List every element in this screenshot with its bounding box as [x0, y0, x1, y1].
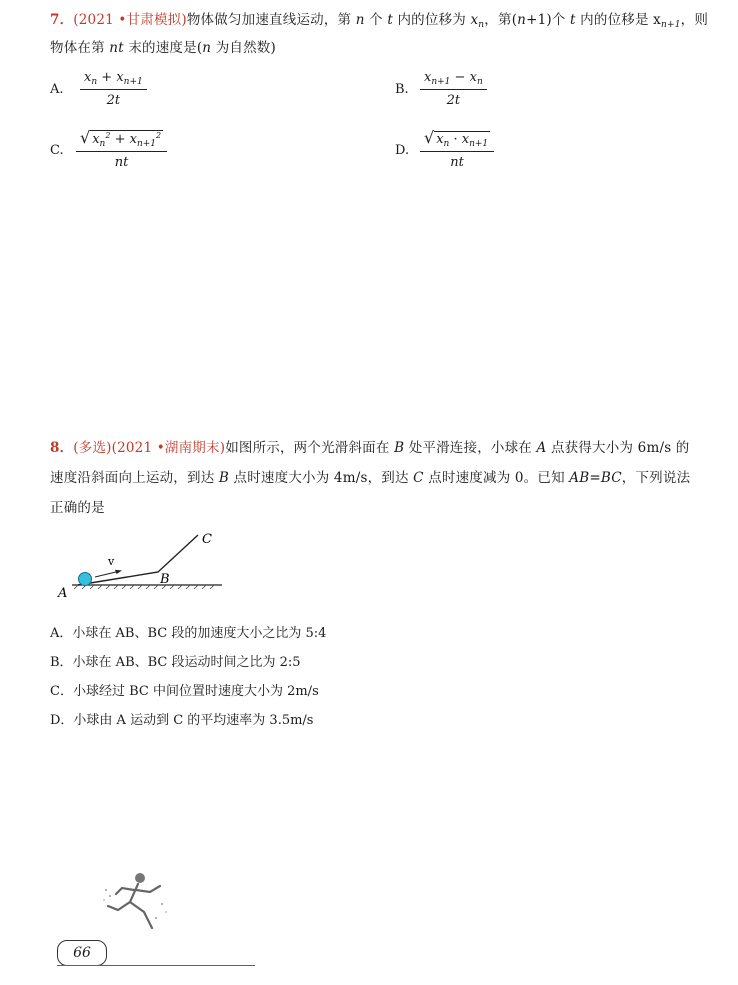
var-t: t: [387, 12, 393, 28]
var-c: C: [413, 470, 424, 486]
question-7-line-2: [50, 33, 276, 63]
footer-rule: [57, 965, 255, 966]
runner-icon: [100, 868, 175, 938]
var-sub: n+1: [136, 139, 157, 149]
page-number: 66: [57, 940, 107, 966]
var-nt: nt: [109, 40, 124, 56]
q8-text: 处平滑连接，小球在: [404, 440, 537, 456]
q8-text: ，下列说法: [621, 470, 691, 486]
question-8-line-3: 正确的是: [50, 500, 105, 516]
question-8-number: 8．: [50, 440, 74, 456]
option-c-label[interactable]: C.: [50, 143, 64, 158]
var-x: x: [92, 132, 100, 147]
question-8-source: (多选)(2021 •湖南期末): [73, 440, 226, 456]
var-x: x: [470, 12, 479, 28]
var-n: n: [355, 12, 365, 28]
var-x: x: [129, 132, 137, 147]
equation: AB=BC: [569, 470, 622, 486]
q7-text: 内的位移是 x: [575, 12, 661, 28]
q7-text: 末的速度是(: [123, 40, 203, 56]
var-x: x: [469, 70, 477, 85]
q8-text: 点时速度大小为 4m/s，到达: [229, 470, 414, 486]
q7-text: ，第(: [484, 12, 518, 28]
ball: [79, 573, 92, 586]
var-sub: n: [443, 139, 450, 149]
var-sub: n+1: [431, 77, 451, 87]
var-sub: n+1: [123, 77, 143, 87]
q7-text: 为自然数): [211, 40, 276, 56]
var-sub: n: [478, 20, 485, 30]
ground-hatching: [72, 585, 222, 589]
choice-b[interactable]: B．小球在 AB、BC 段运动时间之比为 2:5: [50, 655, 301, 670]
var-a: A: [536, 440, 547, 456]
q7-text: 物体在第: [50, 40, 110, 56]
sqrt-icon: √: [80, 128, 91, 147]
q7-text: +1)个: [526, 12, 571, 28]
option-a-fraction[interactable]: [80, 70, 147, 108]
q8-text: 点获得大小为 6m/s 的: [546, 440, 690, 456]
denominator: nt: [114, 155, 129, 170]
choice-c[interactable]: C．小球经过 BC 中间位置时速度大小为 2m/s: [50, 684, 319, 699]
q8-text: 点时速度减为 0。已知: [423, 470, 570, 486]
denominator: nt: [450, 155, 464, 170]
label-a: A: [58, 586, 68, 600]
var-x: x: [424, 70, 432, 85]
q7-text: ，则: [680, 12, 709, 28]
operator: −: [450, 70, 470, 85]
sqrt-icon: √: [424, 128, 435, 147]
var-sup: 2: [156, 131, 162, 140]
question-8-line-2: [50, 463, 690, 493]
question-7-number: 7．: [50, 12, 74, 28]
var-x: x: [84, 70, 92, 85]
var-t: t: [570, 12, 576, 28]
operator: ·: [449, 132, 462, 147]
label-c: C: [202, 532, 212, 547]
label-v: v: [108, 555, 115, 568]
radicand: [90, 130, 163, 149]
question-8-line-1: [50, 433, 690, 463]
option-a-label[interactable]: A.: [50, 82, 64, 97]
q7-text: 内的位移为: [392, 12, 471, 28]
var-sup: 2: [105, 131, 111, 140]
var-x: x: [116, 70, 124, 85]
var-sub: n+1: [469, 139, 489, 149]
var-sub: n: [476, 77, 483, 87]
question-7-source: (2021 •甘肃模拟): [73, 12, 187, 28]
incline-diagram: [50, 525, 230, 600]
denominator: 2t: [106, 93, 121, 108]
var-sub: n: [99, 139, 106, 149]
option-b-fraction[interactable]: [420, 70, 487, 108]
q7-text: 个: [364, 12, 388, 28]
label-b: B: [160, 572, 170, 587]
var-x: x: [461, 132, 470, 147]
var-sub: n+1: [660, 20, 681, 30]
option-d-fraction[interactable]: [420, 128, 494, 170]
choice-a[interactable]: A．小球在 AB、BC 段的加速度大小之比为 5:4: [50, 626, 327, 641]
operator: +: [110, 132, 130, 147]
q7-text: 物体做匀加速直线运动，第: [186, 12, 356, 28]
operator: +: [97, 70, 117, 85]
arrow-head-icon: [115, 570, 122, 574]
option-d-label[interactable]: D.: [395, 143, 410, 158]
q8-text: 速度沿斜面向上运动，到达: [50, 470, 219, 486]
var-x: x: [436, 132, 444, 147]
q8-text: 如图所示，两个光滑斜面在: [225, 440, 395, 456]
var-n: n: [517, 12, 527, 28]
option-c-fraction[interactable]: [76, 128, 167, 170]
denominator: 2t: [446, 93, 461, 108]
radicand: [434, 131, 490, 149]
incline-path: [78, 535, 198, 585]
var-b: B: [394, 440, 405, 456]
var-sub: n: [91, 77, 98, 87]
var-b: B: [218, 470, 230, 486]
choice-d[interactable]: D．小球由 A 运动到 C 的平均速率为 3.5m/s: [50, 713, 314, 728]
var-n: n: [202, 40, 212, 56]
option-b-label[interactable]: B.: [395, 82, 409, 97]
